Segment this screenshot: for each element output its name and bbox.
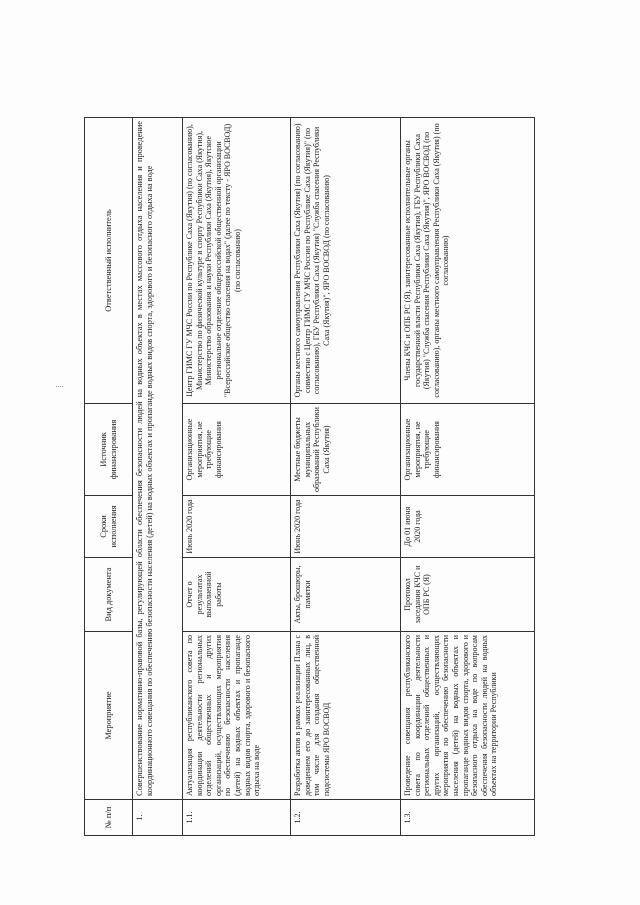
scan-artifact: [56, 386, 63, 394]
header-event: Мероприятие: [85, 632, 133, 800]
section-num: 1.: [133, 800, 183, 836]
row-event: Разработка актов в рамках реализации Плана с доведением его до заинтересованных лиц, в том числе для создания общественной подсистемы ЯРО ВОСВОД: [291, 632, 401, 800]
row-event: Проведение совещания республиканского совета по координации деятельности региональных отделений общественных и других организаций, осуществляющих мероприятия по обеспечению безопасности населения (детей) на водных объектах и пропаганде водных видов спорта, здорового и безопасного отдыха на воде по вопросам обеспечения безопасности людей на водных объектах на территории Республики: [401, 632, 535, 800]
row-doc-type: Отчет о результатах выполненной работы: [183, 558, 291, 632]
row-funding: Организационные мероприятия, не требующие финансирования: [183, 404, 291, 496]
section-row: [133, 118, 183, 836]
row-funding: Местные бюджеты муниципальных образований Республики Саха (Якутия): [291, 404, 401, 496]
row-deadline: Июнь 2020 года: [183, 496, 291, 558]
row-executor: Органы местного самоуправления Республики Саха (Якутия) (по согласованию) совместно с Центр ГИМС ГУ МЧС России по Республике Саха (Якутия)" (по согласованию), ГБУ Республики Саха (Якутия) "Служба спасения Республики Саха (Якутия)", ЯРО ВОСВОД (по согласованию): [291, 118, 401, 404]
row-executor: Члены КЧС и ОПБ РС (Я), заинтересованные исполнительные органы государственной власти Республики Саха (Якутия), ГБУ Республики Саха (Якутия) "Служба спасения Республики Саха (Якутия)", ЯРО ВОСВОД (по согласованию), органы местного самоуправления Республики Саха (Якутия) (по согласованию): [401, 118, 535, 404]
row-deadline: До 01 июня 2020 года: [401, 496, 535, 558]
row-num: 1.1.: [183, 800, 291, 836]
row-event: Актуализация республиканского совета по координации деятельности региональных отделений общественных и других организаций, осуществляющих мероприятия по обеспечению безопасности населения (детей) на водных объектах и пропаганде водных видов спорта, здорового и безопасного отдыха на воде: [183, 632, 291, 800]
table-row: [183, 118, 291, 836]
row-num: 1.3.: [401, 800, 535, 836]
header-num: № п/п: [85, 800, 133, 836]
row-deadline: Июнь 2020 года: [291, 496, 401, 558]
table-row: [401, 118, 535, 836]
header-funding: Источник финансирования: [85, 404, 133, 496]
header-deadline: Сроки исполнения: [85, 496, 133, 558]
row-num: 1.2.: [291, 800, 401, 836]
plan-table: [84, 117, 535, 836]
table-row: [291, 118, 401, 836]
row-doc-type: Акты, брошюры, памятки: [291, 558, 401, 632]
row-funding: Организационные мероприятия, не требующие финансирования: [401, 404, 535, 496]
row-executor: Центр ГИМС ГУ МЧС России по Республике Саха (Якутия) (по согласованию), Министерство по физической культуре и спорту Республики Саха (Якутия), Министерство образования и науки Республики Саха (Якутия), Якутское региональное отделение общероссийской общественной организации "Всероссийское общество спасения на водах" (далее по тексту - ЯРО ВОСВОД) (по согласованию): [183, 118, 291, 404]
row-doc-type: Протокол заседания КЧС и ОПБ РС (Я): [401, 558, 535, 632]
section-title: Совершенствование нормативно-правовой базы, регулирующей области обеспечения безопасности людей на водных объектах в местах массового отдыха населения и проведение координационного совещания по обеспечению безопасности населения (детей) на водных объектах и пропаганде водных видов спорта, здорового и безопасного отдыха на воде: [133, 118, 183, 800]
table-header-row: [85, 118, 133, 836]
rotated-table-wrapper: [84, 118, 534, 836]
header-doc-type: Вид документа: [85, 558, 133, 632]
header-executor: Ответственный исполнитель: [85, 118, 133, 404]
